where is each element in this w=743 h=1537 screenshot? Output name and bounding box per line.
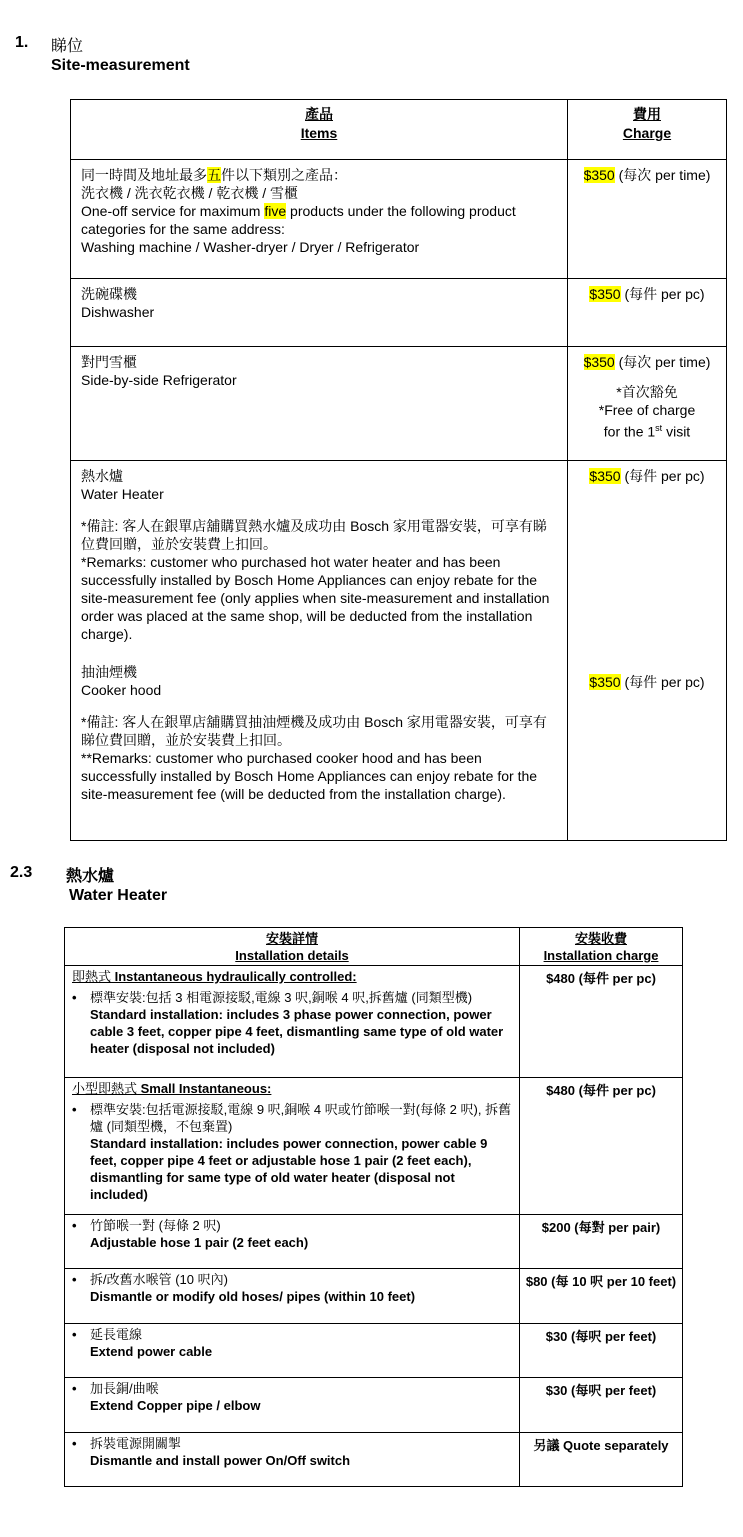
detail-en: Adjustable hose 1 pair (2 feet each) (90, 1235, 309, 1250)
item-categories-zh: 洗衣機 / 洗衣乾衣機 / 乾衣機 / 雪櫃 (81, 185, 299, 201)
item-cell (71, 279, 568, 347)
price-unit: (每次 per time) (614, 354, 711, 370)
table-row (65, 966, 683, 1078)
bullet-icon: • (72, 1381, 77, 1396)
section-title-en: Water Heater (69, 887, 168, 904)
charge-cell (568, 160, 727, 279)
item-name-zh: 對門雪櫃 (81, 354, 137, 370)
item-name-en: Cooker hood (81, 682, 162, 698)
item-cell (71, 347, 568, 461)
table-row (71, 347, 727, 461)
price-unit: (每件 per pc) (620, 674, 705, 690)
remark-en: *Remarks: customer who purchased hot water heater and has been successfully installed by Bosch Home Appliances can enjoy rebate for the site-measurement fee (only applies when site-measurement and installation order was placed at the same shop, will be deducted from the installation charge). (81, 554, 550, 642)
installation-charge-header-en: Installation charge (543, 948, 659, 963)
category-title: 小型即熱式 Small Instantaneous: (72, 1081, 272, 1096)
item-name-en: Side-by-side Refrigerator (81, 372, 237, 388)
price: $350 (589, 674, 621, 690)
section-title-zh: 睇位 (51, 38, 84, 55)
category-title: 即熱式 Instantaneous hydraulically controlled: (72, 969, 357, 984)
details-header (65, 928, 520, 966)
site-measurement-table (70, 99, 727, 841)
item-text-zh: 同一時間及地址最多五件以下類別之產品： (81, 167, 347, 183)
details-cell (65, 1324, 520, 1378)
item-cell (71, 160, 568, 279)
detail-en: Extend power cable (90, 1344, 213, 1359)
price: $350 (589, 468, 621, 484)
table-row (71, 279, 727, 347)
free-note-visit: for the 1st visit (603, 423, 691, 440)
free-note-zh: *首次豁免 (616, 384, 678, 400)
list-item (72, 1217, 513, 1251)
details-cell (65, 966, 520, 1078)
detail-zh: 延長電線 (90, 1327, 143, 1342)
details-cell (65, 1078, 520, 1215)
remark-zh: *備註: 客人在銀單店舖購買熱水爐及成功由 Bosch 家用電器安裝，可享有睇位費回贈，並於安裝費上扣回。 (81, 518, 547, 552)
item-name-zh: 熱水爐 (81, 468, 123, 484)
remark-en: **Remarks: customer who purchased cooker hood and has been successfully installed by Bosch Home Appliances can enjoy rebate for the site-measurement fee (will be deducted from the installation charge). (81, 750, 538, 802)
item-name-zh: 抽油煙機 (81, 664, 137, 680)
detail-en: Dismantle and install power On/Off switch (90, 1453, 351, 1468)
detail-zh: 竹節喉一對 (每條 2 呎) (90, 1218, 221, 1233)
installation-charge: $30 (每呎 per feet) (520, 1324, 683, 1378)
installation-charge: $30 (每呎 per feet) (520, 1378, 683, 1433)
details-header-en: Installation details (235, 948, 349, 963)
table-row (71, 160, 727, 279)
bullet-icon: • (72, 1102, 77, 1117)
list-item (72, 1435, 513, 1469)
table-header-row (71, 100, 727, 160)
installation-charge-header-zh: 安裝收費 (574, 931, 627, 946)
bullet-icon: • (72, 1436, 77, 1451)
detail-zh: 標準安裝:包括 3 相電源接駁,電線 3 呎,銅喉 4 呎,拆舊爐 (同類型機) (90, 990, 473, 1005)
installation-charge: $480 (每件 per pc) (520, 966, 683, 1078)
details-header-zh: 安裝詳情 (265, 931, 318, 946)
item-categories-en: Washing machine / Washer-dryer / Dryer / Refrigerator (81, 239, 420, 255)
list-item (72, 1380, 513, 1414)
item-cell (71, 461, 568, 841)
section-number: 2.3 (10, 864, 33, 881)
table-row (65, 1324, 683, 1378)
price: $350 (583, 167, 615, 183)
list-item (72, 1101, 513, 1203)
charge-header-zh: 費用 (633, 106, 661, 122)
details-cell (65, 1215, 520, 1269)
charge-cell (568, 461, 727, 841)
price: $350 (589, 286, 621, 302)
list-item (72, 1326, 513, 1360)
detail-zh: 標準安裝:包括電源接駁,電線 9 呎,銅喉 4 呎或竹節喉一對(每條 2 呎), 拆舊爐 (同類型機，不包棄置) (90, 1102, 512, 1134)
charge-header-en: Charge (622, 125, 672, 141)
charge-header (568, 100, 727, 160)
free-note-en: *Free of charge (598, 402, 696, 418)
bullet-icon: • (72, 990, 77, 1005)
bullet-icon: • (72, 1272, 77, 1287)
item-name-en: Water Heater (81, 486, 164, 502)
table-row (65, 1378, 683, 1433)
installation-charge: $480 (每件 per pc) (520, 1078, 683, 1215)
section-number: 1. (15, 34, 29, 51)
bullet-icon: • (72, 1218, 77, 1233)
list-item (72, 989, 513, 1057)
detail-en: Standard installation: includes power connection, power cable 9 feet, copper pipe 4 feet or adjustable hose 1 pair (2 feet each), dismantling for same type of old water heater (disposal not included) (90, 1136, 488, 1202)
section-title-zh: 熱水爐 (66, 868, 115, 885)
remark-zh: *備註: 客人在銀單店舖購買抽油煙機及成功由 Bosch 家用電器安裝，可享有睇位費回贈，並於安裝費上扣回。 (81, 714, 547, 748)
installation-charge: 另議 Quote separately (520, 1433, 683, 1487)
item-name-zh: 洗碗碟機 (81, 286, 137, 302)
list-item (72, 1271, 513, 1305)
table-row (65, 1269, 683, 1324)
item-name-en: Dishwasher (81, 304, 155, 320)
detail-en: Standard installation: includes 3 phase power connection, power cable 3 feet, copper pipe 4 feet, dismantling same type of old water heater (disposal not included) (90, 1007, 504, 1056)
detail-en: Dismantle or modify old hoses/ pipes (within 10 feet) (90, 1289, 416, 1304)
details-cell (65, 1378, 520, 1433)
table-row (65, 1078, 683, 1215)
items-header-zh: 產品 (305, 106, 333, 122)
table-row (71, 461, 727, 841)
detail-zh: 加長銅/曲喉 (90, 1381, 159, 1396)
installation-charge: $200 (每對 per pair) (520, 1215, 683, 1269)
water-heater-installation-table (64, 927, 683, 1487)
detail-en: Extend Copper pipe / elbow (90, 1398, 261, 1413)
charge-cell (568, 347, 727, 461)
item-text-en: One-off service for maximum five products under the following product categories for the same address: (81, 203, 516, 237)
table-header-row (65, 928, 683, 966)
section-title-en: Site-measurement (51, 57, 190, 74)
price-unit: (每次 per time) (614, 167, 711, 183)
detail-zh: 拆裝電源開關掣 (90, 1436, 182, 1451)
charge-cell (568, 279, 727, 347)
installation-charge: $80 (每 10 呎 per 10 feet) (520, 1269, 683, 1324)
table-row (65, 1433, 683, 1487)
price-unit: (每件 per pc) (620, 286, 705, 302)
details-cell (65, 1269, 520, 1324)
items-header (71, 100, 568, 160)
items-header-en: Items (300, 125, 338, 141)
price-unit: (每件 per pc) (620, 468, 705, 484)
bullet-icon: • (72, 1327, 77, 1342)
details-cell (65, 1433, 520, 1487)
price: $350 (583, 354, 615, 370)
table-row (65, 1215, 683, 1269)
installation-charge-header (520, 928, 683, 966)
detail-zh: 拆/改舊水喉管 (10 呎內) (90, 1272, 228, 1287)
